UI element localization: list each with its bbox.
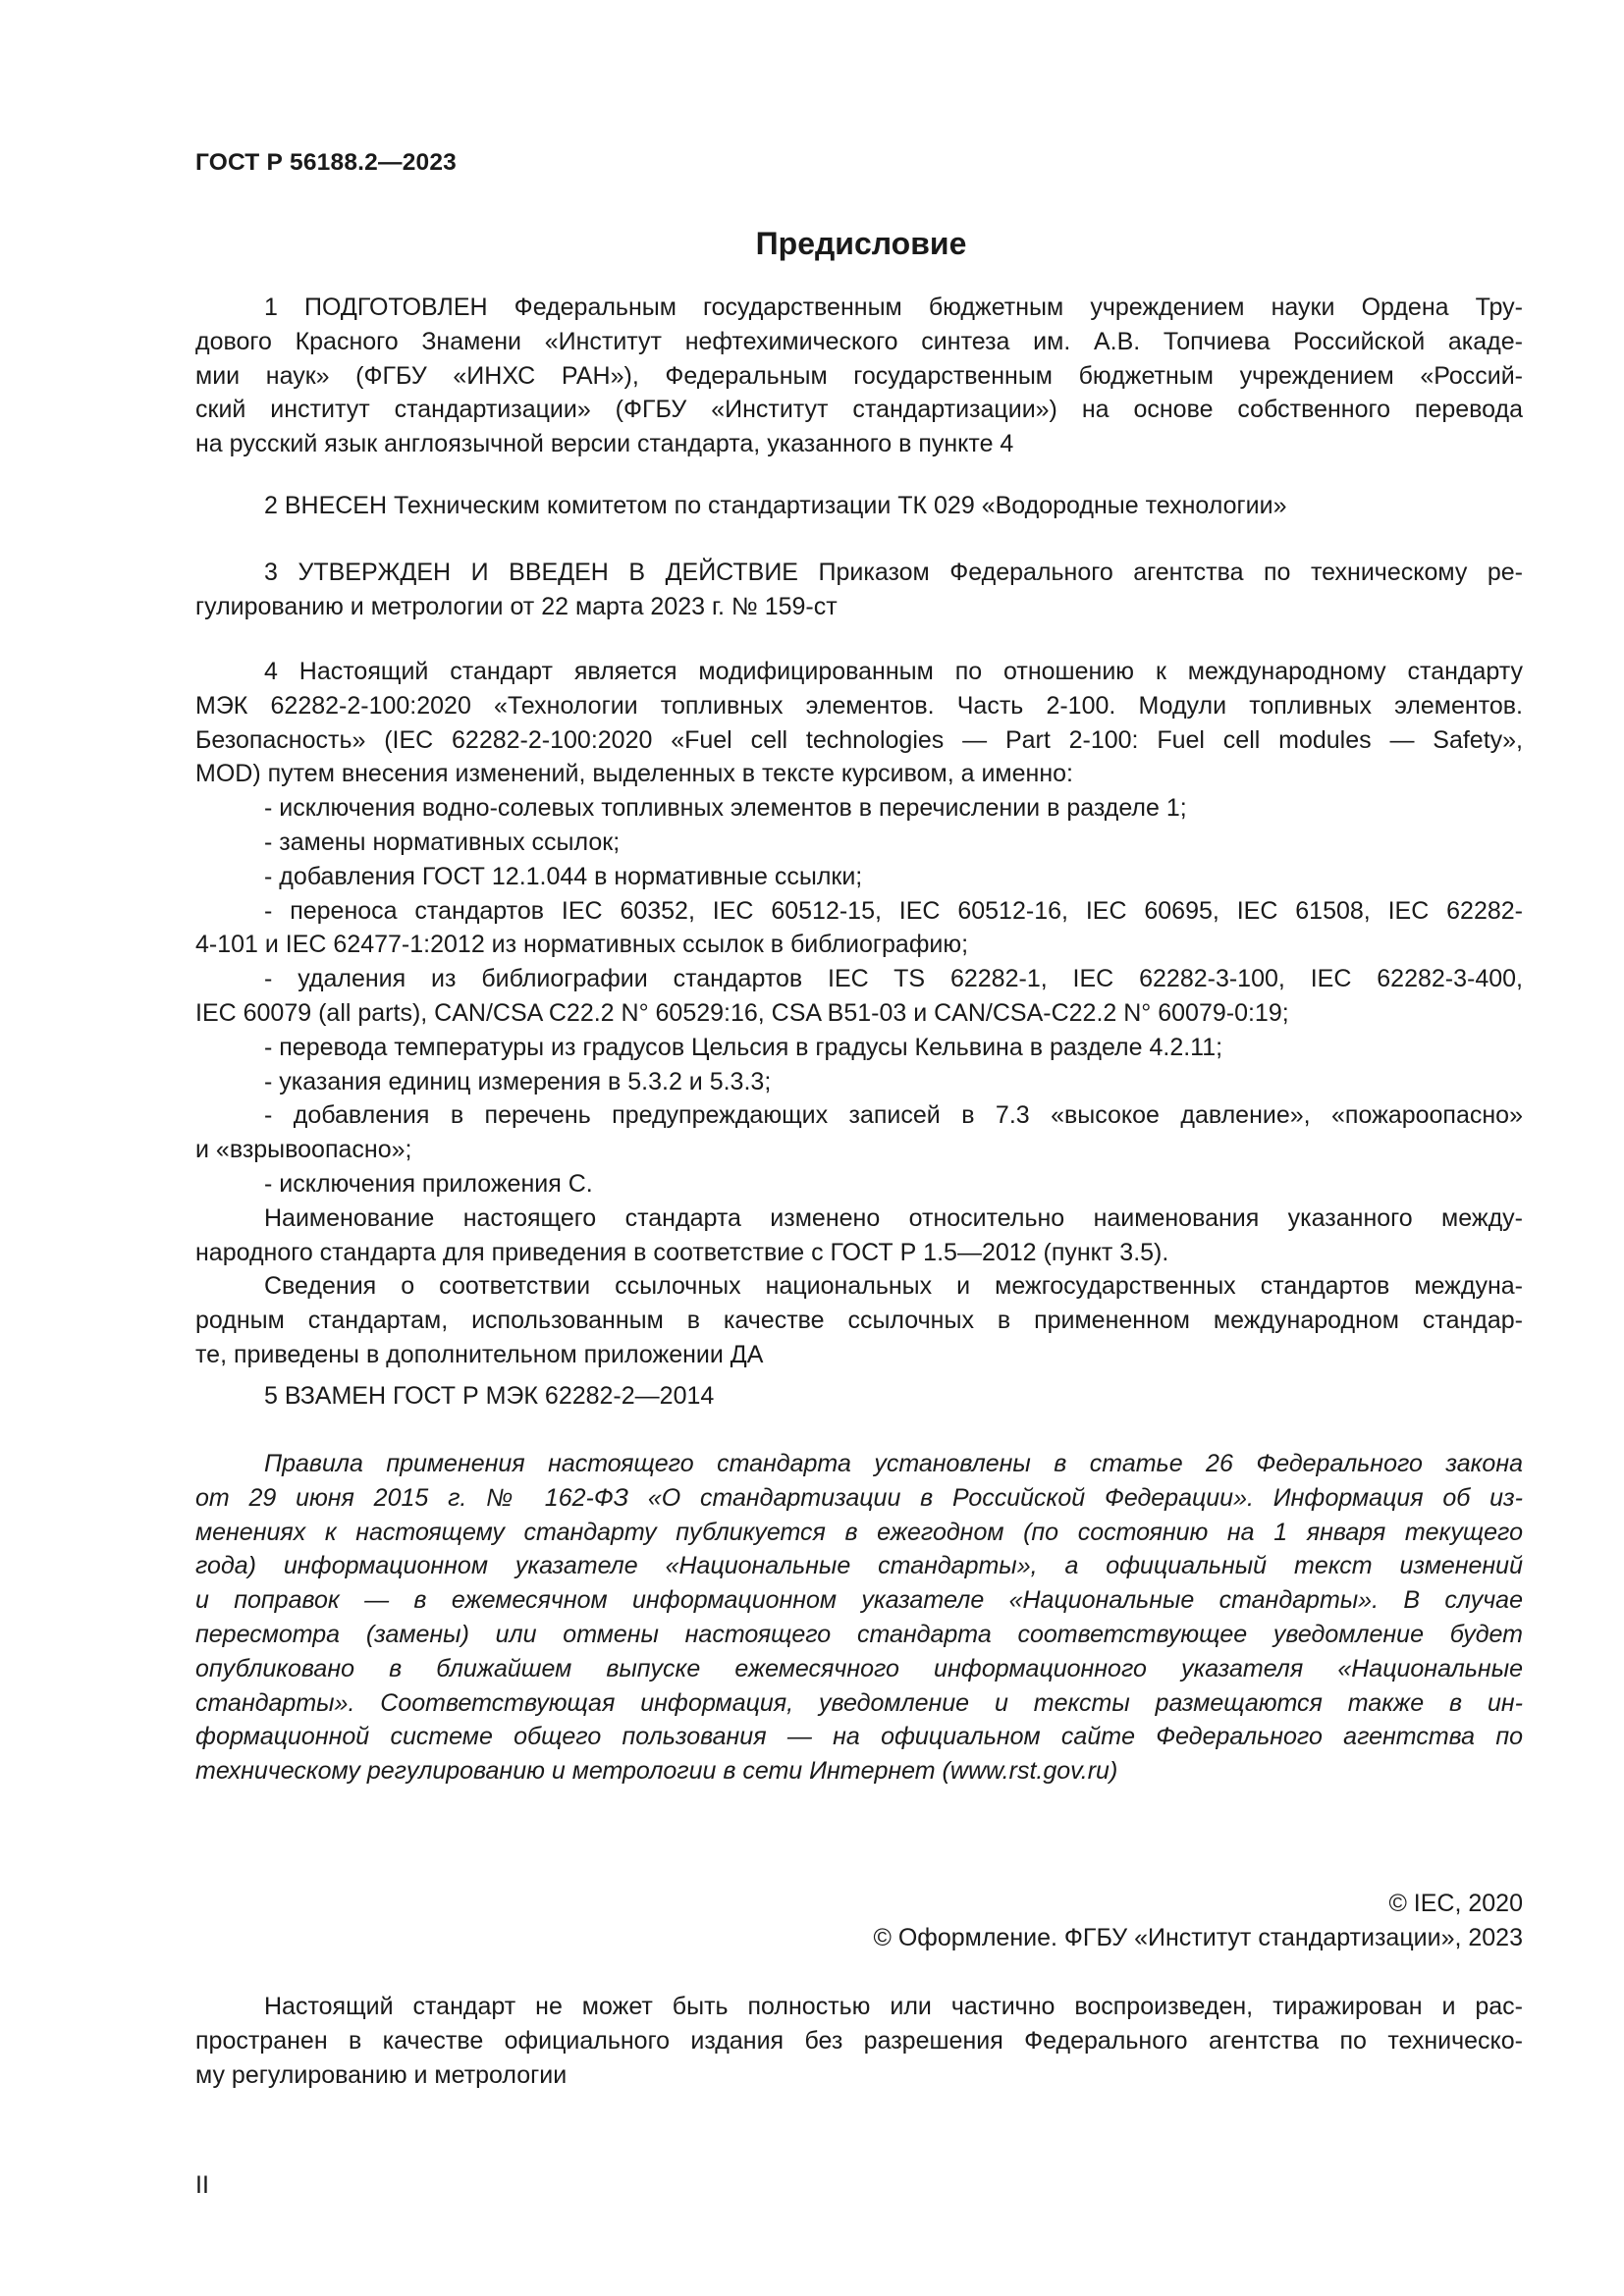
- text-line: 2 ВНЕСЕН Техническим комитетом по стандартизации ТК 029 «Водородные технологии»: [264, 492, 1287, 519]
- page-title: Предисловие: [755, 226, 967, 261]
- list-item: - переноса стандартов IEC 60352, IEC 60512-15, IEC 60512-16, IEC 60695, IEC 61508, IEC 62282-: [264, 896, 1523, 925]
- text-line: формационной системе общего пользования — на официальном сайте Федерального агентства по: [195, 1723, 1523, 1751]
- text-line: народного стандарта для приведения в соответствие с ГОСТ Р 1.5—2012 (пункт 3.5).: [195, 1238, 1169, 1266]
- text-line: 3 УТВЕРЖДЕН И ВВЕДЕН В ДЕЙСТВИЕ Приказом Федерального агентства по техническому ре-: [264, 559, 1523, 586]
- foreword-item-4: [195, 655, 1523, 1372]
- text-line: пространен в качестве официального издания без разрешения Федерального агентства по техническо-: [195, 2026, 1523, 2055]
- application-rules: [195, 1447, 1523, 1789]
- text-line: опубликовано в ближайшем выпуске ежемесячного информационного указателя «Национальные: [195, 1654, 1523, 1682]
- list-item: - добавления в перечень предупреждающих записей в 7.3 «высокое давление», «пожароопасно»: [264, 1101, 1523, 1130]
- text-line: Наименование настоящего стандарта изменено относительно наименования указанного между-: [264, 1203, 1523, 1232]
- text-line: от 29 июня 2015 г. № 162-ФЗ «О стандартизации в Российской Федерации». Информация об из-: [195, 1483, 1523, 1512]
- document-header: ГОСТ Р 56188.2—2023: [195, 149, 457, 176]
- text-line: родным стандартам, использованным в качестве ссылочных в примененном международном стандар-: [195, 1307, 1523, 1335]
- list-item: - удаления из библиографии стандартов IEC TS 62282-1, IEC 62282-3-100, IEC 62282-3-400,: [264, 965, 1523, 993]
- text-line: стандарты». Соответствующая информация, уведомление и тексты размещаются также в ин-: [195, 1688, 1523, 1717]
- foreword-item-2: [195, 489, 1523, 523]
- copyright: [195, 1887, 1523, 1955]
- text-line: пересмотра (замены) или отмены настоящего стандарта соответствующее уведомление будет: [195, 1620, 1523, 1648]
- text-line: и «взрывоопасно»;: [195, 1136, 412, 1164]
- text-line: IEC 60079 (all parts), CAN/CSA C22.2 N° 60529:16, CSA B51-03 и CAN/CSA-C22.2 N° 60079-0:19;: [195, 998, 1289, 1027]
- text-line: MOD) путем внесения изменений, выделенных в тексте курсивом, а именно:: [195, 760, 1073, 788]
- foreword-item-1: [195, 291, 1523, 461]
- foreword-item-3: [195, 556, 1523, 624]
- text-line: менениях к настоящему стандарту публикуется в ежегодном (по состоянию на 1 января текущего: [195, 1518, 1523, 1546]
- text-line: года) информационном указателе «Национальные стандарты», а официальный текст изменений: [195, 1552, 1523, 1580]
- text-line: и поправок — в ежемесячном информационном указателе «Национальные стандарты». В случае: [195, 1586, 1523, 1615]
- text-line: Безопасность» (IEC 62282-2-100:2020 «Fuel cell technologies — Part 2-100: Fuel cell modules — Safety»,: [195, 725, 1523, 754]
- text-line: гулированию и метрологии от 22 марта 2023 г. № 159-ст: [195, 592, 838, 620]
- foreword-item-5: [195, 1379, 1523, 1414]
- list-item: - добавления ГОСТ 12.1.044 в нормативные ссылки;: [264, 862, 863, 890]
- text-line: техническому регулированию и метрологии в сети Интернет (www.rst.gov.ru): [195, 1757, 1118, 1786]
- text-line: 4 Настоящий стандарт является модифицированным по отношению к международному стандарту: [264, 658, 1523, 685]
- list-item: - перевода температуры из градусов Цельсия в градусы Кельвина в разделе 4.2.11;: [264, 1033, 1223, 1061]
- text-line: дового Красного Знамени «Институт нефтехимического синтеза им. А.В. Топчиева Российской акаде-: [195, 327, 1523, 355]
- text-line: МЭК 62282-2-100:2020 «Технологии топливных элементов. Часть 2-100. Модули топливных элементов.: [195, 691, 1523, 720]
- text-line: Настоящий стандарт не может быть полностью или частично воспроизведен, тиражирован и рас-: [264, 1993, 1523, 2020]
- copyright-iec: © IEC, 2020: [1388, 1890, 1523, 1917]
- text-line: ский институт стандартизации» (ФГБУ «Институт стандартизации») на основе собственного перевода: [195, 396, 1523, 424]
- text-line: 4-101 и IEC 62477-1:2012 из нормативных ссылок в библиографию;: [195, 931, 969, 959]
- text-line: 1 ПОДГОТОВЛЕН Федеральным государственным бюджетным учреждением науки Ордена Тру-: [264, 294, 1523, 321]
- text-line: 5 ВЗАМЕН ГОСТ Р МЭК 62282-2—2014: [264, 1382, 715, 1410]
- list-item: - замены нормативных ссылок;: [264, 828, 621, 856]
- reproduction-notice: [195, 1990, 1523, 2092]
- text-line: на русский язык англоязычной версии стандарта, указанного в пункте 4: [195, 430, 1014, 458]
- page-number: II: [195, 2171, 209, 2199]
- text-line: Правила применения настоящего стандарта установлены в статье 26 Федерального закона: [264, 1450, 1523, 1477]
- text-line: Сведения о соответствии ссылочных национальных и межгосударственных стандартов междуна-: [264, 1272, 1523, 1301]
- list-item: - указания единиц измерения в 5.3.2 и 5.3.3;: [264, 1067, 772, 1095]
- text-line: му регулированию и метрологии: [195, 2060, 568, 2089]
- list-item: - исключения приложения С.: [264, 1169, 593, 1198]
- list-item: - исключения водно-солевых топливных элементов в перечислении в разделе 1;: [264, 794, 1187, 823]
- text-line: мии наук» (ФГБУ «ИНХС РАН»), Федеральным государственным бюджетным учреждением «Россий-: [195, 361, 1523, 390]
- text-line: те, приведены в дополнительном приложении ДА: [195, 1340, 764, 1368]
- copyright-design: © Оформление. ФГБУ «Институт стандартизации», 2023: [873, 1923, 1523, 1951]
